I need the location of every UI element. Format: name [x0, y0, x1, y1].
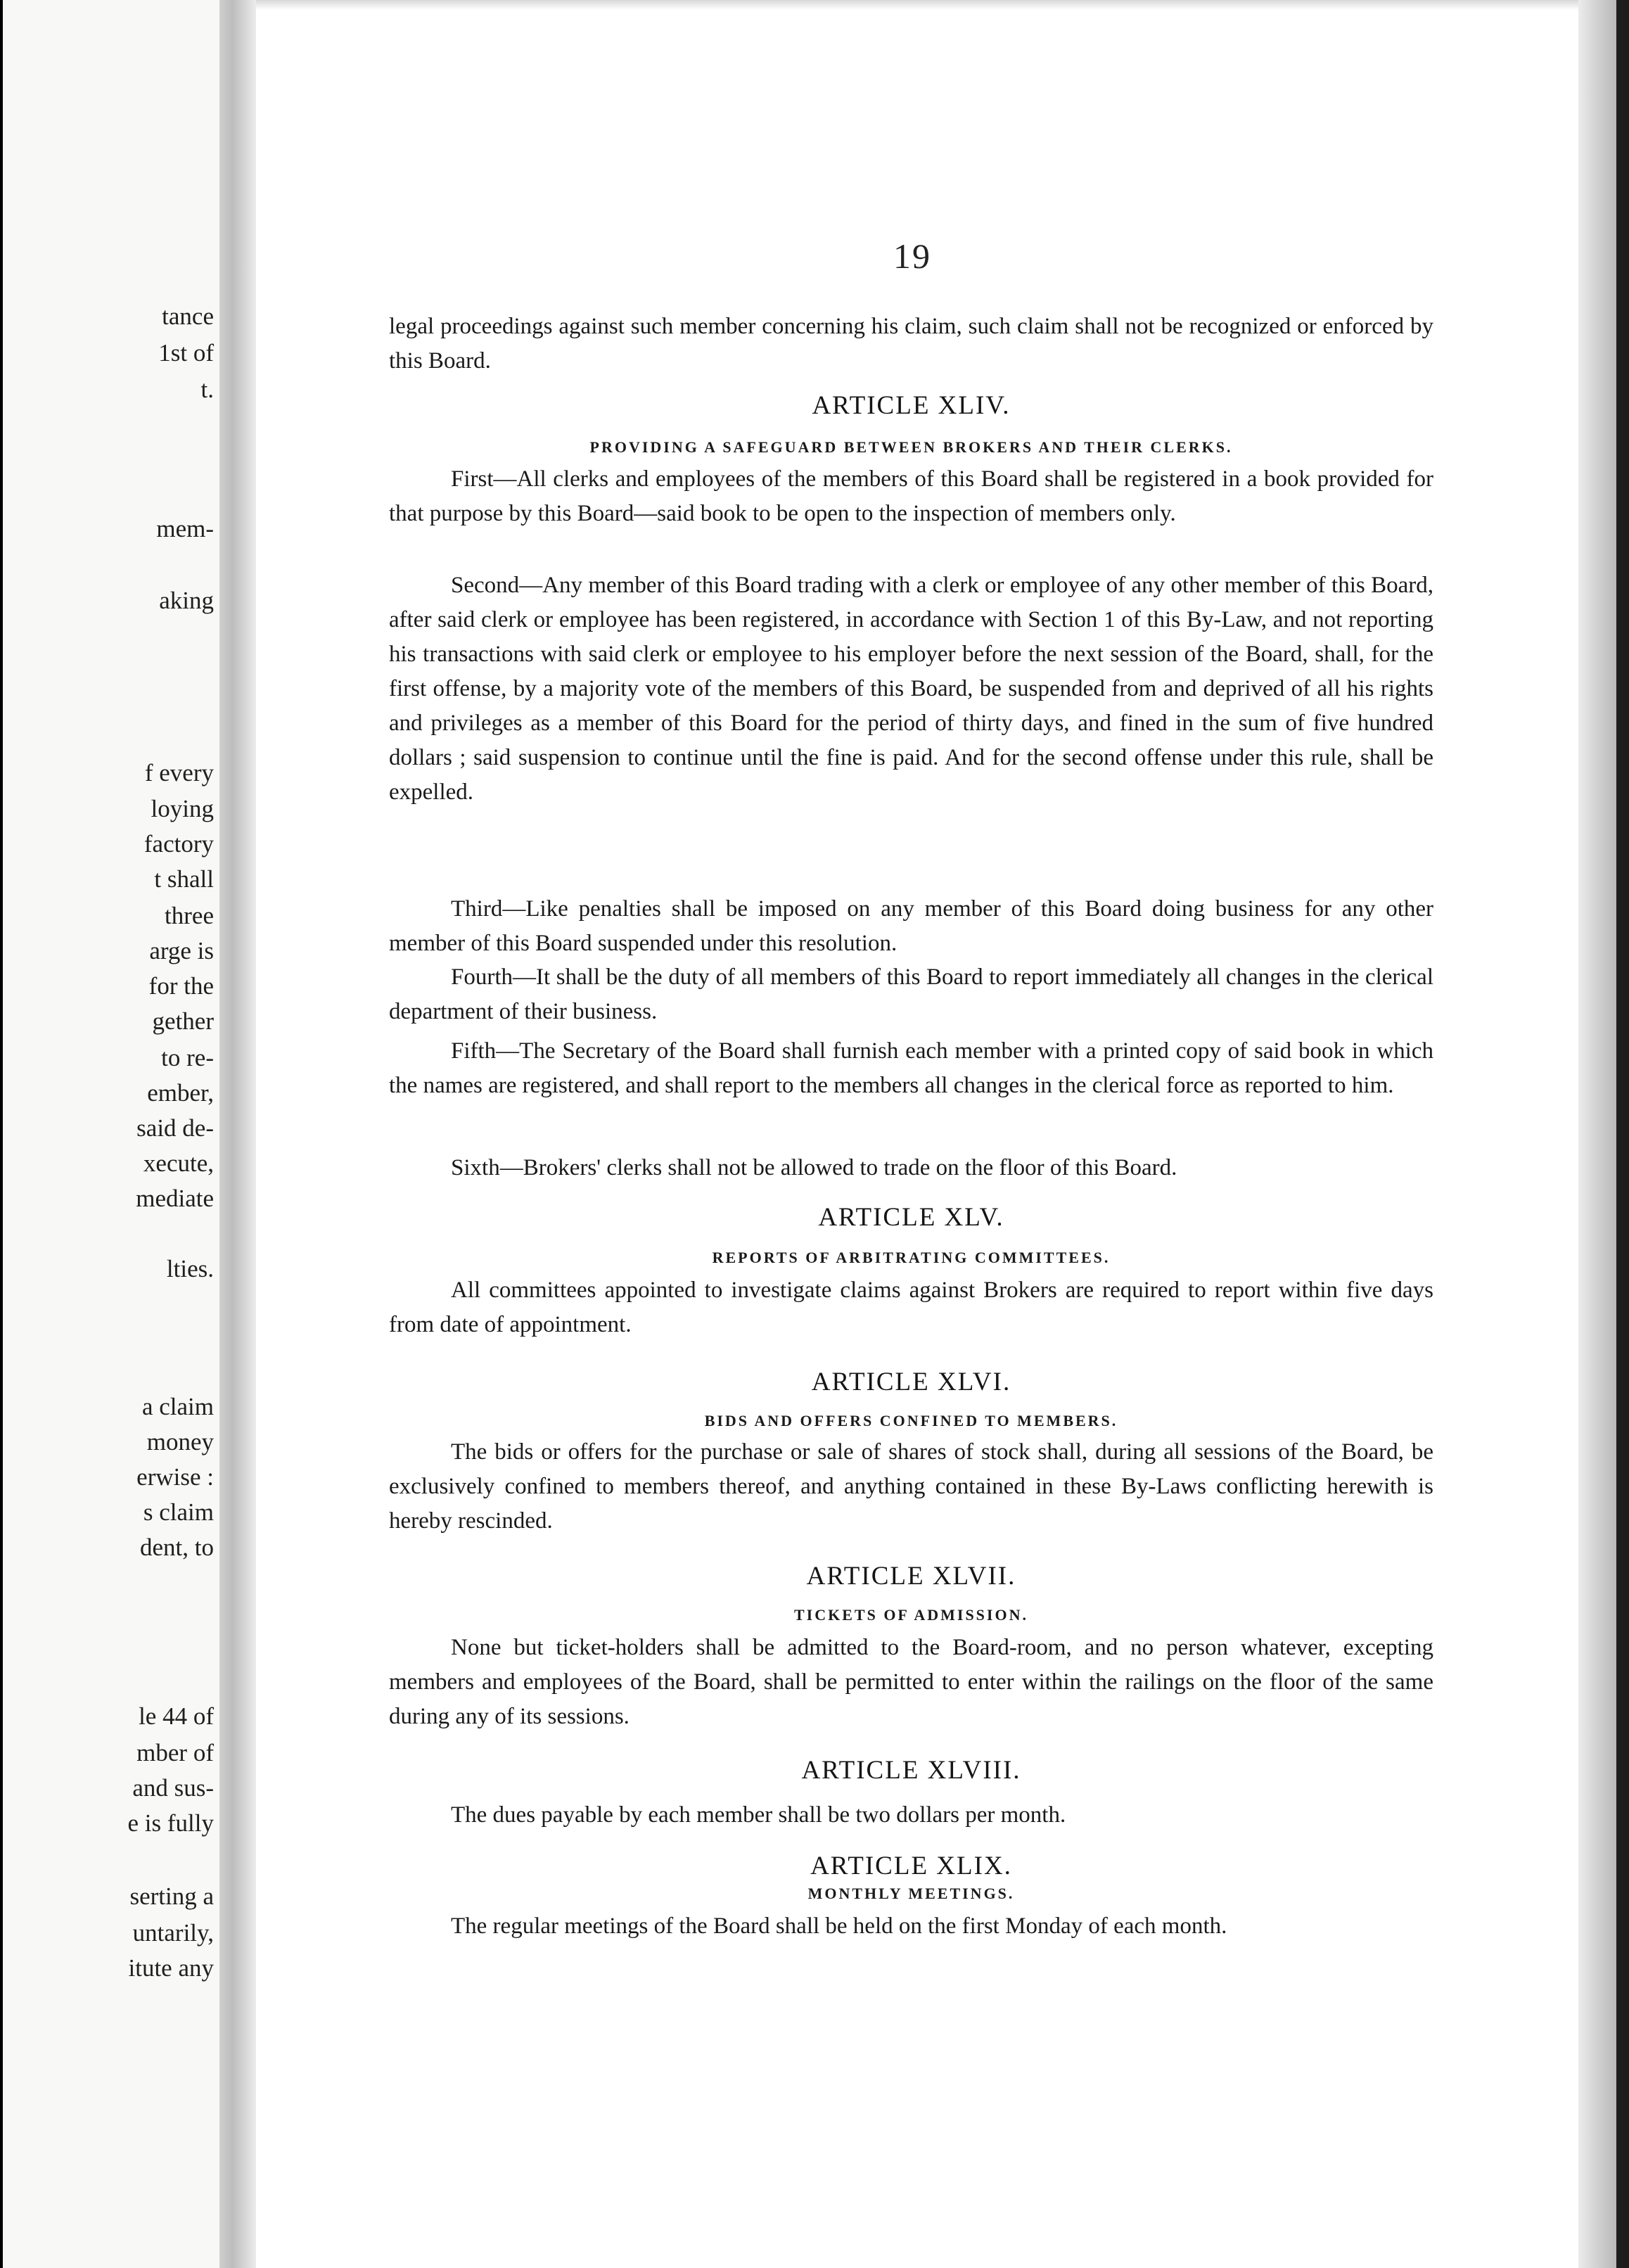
article-paragraph: The bids or offers for the purchase or sale of shares of stock shall, during all sessions of the Board, be exclusively confined to members thereof, and anything contained in these By-Laws conflicting herewith is hereby rescinded.: [389, 1439, 1433, 1534]
facing-page-line: three: [165, 902, 214, 929]
article-heading: ARTICLE XLVIII.: [801, 1756, 1021, 1785]
page-gutter-shadow: [219, 0, 256, 2268]
facing-page-line: lties.: [166, 1255, 214, 1282]
article-heading: ARTICLE XLIX.: [810, 1852, 1012, 1880]
facing-page-line: factory: [143, 830, 214, 858]
facing-page-line: said de-: [136, 1114, 214, 1142]
article-heading: ARTICLE XLV.: [818, 1203, 1004, 1232]
article-paragraph: Third—Like penalties shall be imposed on any member of this Board doing business for any other member of this Board suspended under this resolution.: [389, 896, 1433, 956]
continuation-paragraph: legal proceedings against such member concerning his claim, such claim shall not be recognized or enforced by this Board.: [389, 314, 1433, 374]
facing-page-line: to re-: [161, 1044, 214, 1071]
facing-page-line: for the: [148, 972, 214, 1000]
facing-page-line: mediate: [136, 1185, 214, 1212]
facing-page-line: tance: [162, 302, 214, 330]
facing-page-line: t.: [200, 376, 214, 403]
article-subheading: MONTHLY MEETINGS.: [807, 1885, 1015, 1902]
facing-page-line: untarily,: [132, 1919, 214, 1947]
page-number: 19: [893, 236, 931, 276]
article-paragraph: All committees appointed to investigate claims against Brokers are required to report within five days from date of appointment.: [389, 1278, 1433, 1337]
facing-page-line: aking: [159, 587, 214, 614]
article-heading: ARTICLE XLVI.: [811, 1368, 1011, 1396]
facing-page-line: e is fully: [127, 1809, 214, 1837]
article-subheading: BIDS AND OFFERS CONFINED TO MEMBERS.: [704, 1412, 1118, 1429]
facing-page-line: loying: [151, 795, 214, 822]
article-heading: ARTICLE XLVII.: [806, 1562, 1016, 1591]
facing-page-line: mem-: [156, 515, 214, 542]
facing-page-line: xecute,: [143, 1149, 214, 1177]
facing-page-line: ember,: [147, 1079, 214, 1107]
article-paragraph: Fourth—It shall be the duty of all members of this Board to report immediately all changes in the clerical department of their business.: [389, 964, 1433, 1024]
article-heading: ARTICLE XLIV.: [812, 391, 1011, 420]
article-paragraph: Fifth—The Secretary of the Board shall furnish each member with a printed copy of said book in which the names are registered, and shall report to the members all changes in the clerical force as reported to him.: [389, 1038, 1433, 1098]
facing-page-line: arge is: [149, 937, 214, 964]
facing-page-line: dent, to: [140, 1534, 214, 1561]
article-subheading: TICKETS OF ADMISSION.: [794, 1606, 1028, 1624]
article-paragraph: Second—Any member of this Board trading with a clerk or employee of any other member of this Board, after said clerk or employee has been registered, in accordance with Section 1 of this By-Law, and not reporting his transactions with said clerk or employee to his employer before the next session of the Board, shall, for the first offense, by a majority vote of the members of this Board, be suspended from and deprived of all his rights and privileges as a member of this Board for the period of thirty days, and fined in the sum of five hundred dollars ; said suspension to continue until the fine is paid. And for the second offense under this rule, shall be expelled.: [389, 573, 1433, 805]
facing-page-line: 1st of: [158, 339, 214, 367]
article-paragraph: The dues payable by each member shall be two dollars per month.: [451, 1802, 1066, 1828]
article-paragraph: Sixth—Brokers' clerks shall not be allowed to trade on the floor of this Board.: [451, 1155, 1177, 1180]
facing-page-line: f every: [144, 759, 214, 786]
scan-border-right: [1616, 0, 1629, 2268]
facing-page-line: serting a: [129, 1882, 214, 1910]
facing-page-line: t shall: [154, 865, 214, 893]
facing-page-line: money: [146, 1428, 214, 1455]
facing-page-line: itute any: [128, 1954, 214, 1982]
article-paragraph: None but ticket-holders shall be admitted to the Board-room, and no person whatever, excepting members and employees of the Board, shall be permitted to enter within the railings on the floor of the same during any of its sessions.: [389, 1635, 1433, 1729]
facing-page-line: mber of: [136, 1739, 214, 1766]
article-subheading: REPORTS OF ARBITRATING COMMITTEES.: [712, 1249, 1111, 1266]
article-paragraph: The regular meetings of the Board shall be held on the first Monday of each month.: [451, 1913, 1227, 1939]
facing-page-line: and sus-: [132, 1774, 214, 1802]
article-paragraph: First—All clerks and employees of the members of this Board shall be registered in a book provided for that purpose by this Board—said book to be open to the inspection of members only.: [389, 466, 1433, 526]
facing-page-line: a claim: [141, 1393, 214, 1420]
facing-page-line: gether: [152, 1007, 214, 1035]
facing-page-fragment: [3, 0, 219, 2268]
facing-page-line: le 44 of: [139, 1702, 214, 1730]
page-top-edge: [256, 0, 1578, 10]
facing-page-line: s claim: [143, 1498, 214, 1526]
facing-page-line: erwise :: [136, 1463, 214, 1491]
article-subheading: PROVIDING A SAFEGUARD BETWEEN BROKERS AND THEIR CLERKS.: [589, 438, 1233, 456]
